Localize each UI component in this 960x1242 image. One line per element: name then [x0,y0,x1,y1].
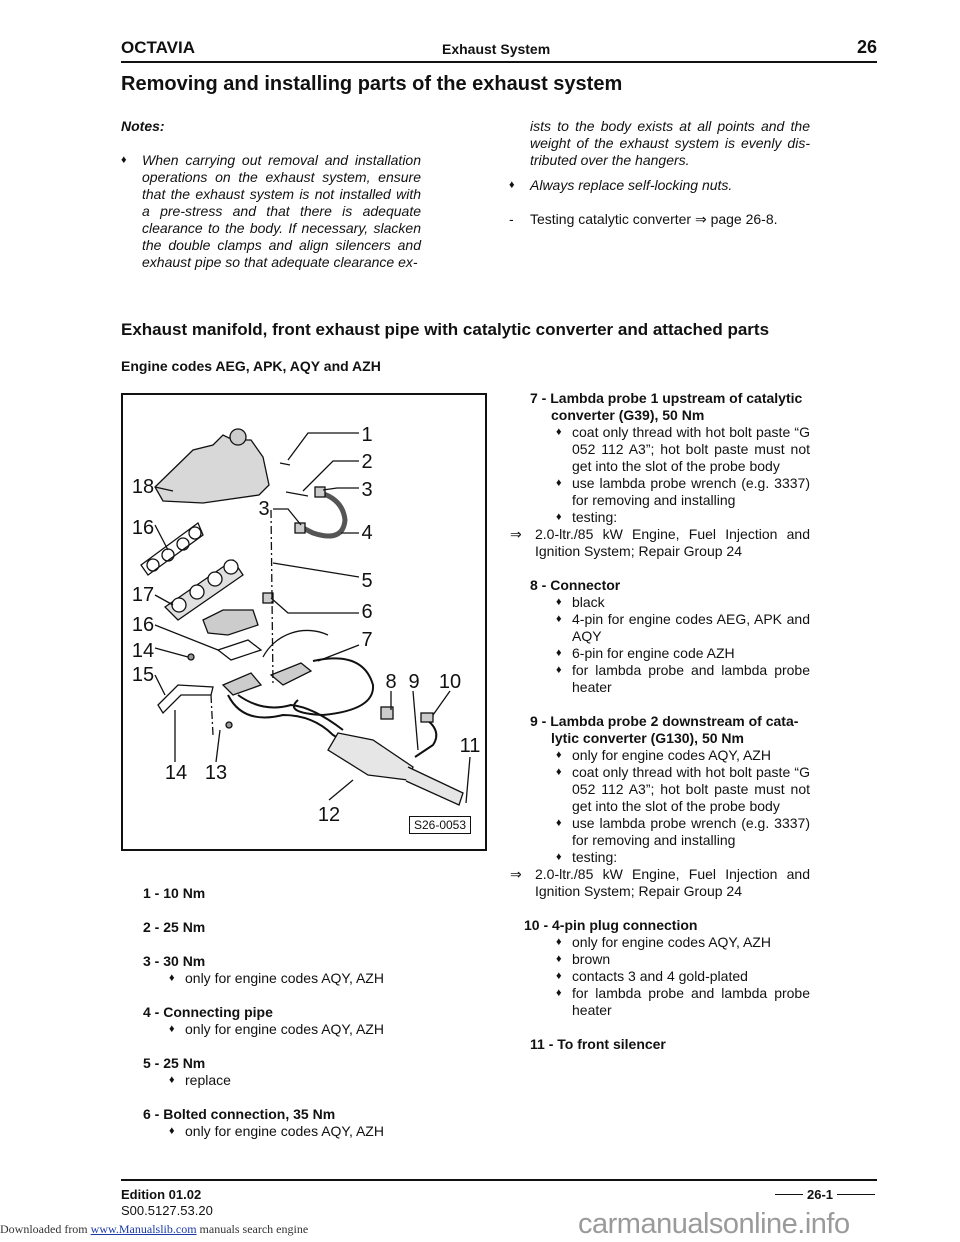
callout-11: 11 [459,735,481,757]
legend-bullet-text: only for engine codes AQY, AZH [185,1021,384,1037]
callout-4: 4 [361,522,373,544]
bullet-icon: ♦ [556,613,562,625]
bullet-icon: ♦ [556,987,562,999]
bullet-icon: ♦ [556,477,562,489]
step-testing-catalytic-converter[interactable] [509,211,810,228]
legend-bullet [169,1123,403,1140]
callout-5: 5 [361,570,373,592]
bullet-icon: ♦ [509,179,515,191]
callout-13: 13 [204,762,228,784]
callout-9: 9 [408,671,420,693]
bullet-icon: ♦ [169,1023,175,1035]
legend-item-heading: 5 - 25 Nm [143,1055,206,1071]
cross-reference-text[interactable]: 2.0-ltr./85 kW Engine, Fuel Injection and Ignition System; Repair Group 24 [535,526,810,559]
bullet-icon: ♦ [169,972,175,984]
legend-bullet-text: coat only thread with hot bolt paste “G 052 112 A3”; hot bolt paste must not get into the slot of the probe body [572,764,810,814]
bullet-icon: ♦ [556,817,562,829]
legend-bullet [169,1072,403,1089]
callout-6: 6 [361,601,373,623]
heat-shield [155,435,269,503]
bullet-icon: ♦ [121,154,127,166]
legend-bullet-text: only for engine codes AQY, AZH [572,747,771,763]
engine-codes: Engine codes AEG, APK, AQY and AZH [121,358,381,374]
header-chapter: Exhaust System [442,41,551,57]
legend-bullet [556,985,810,1019]
bullet-icon: ♦ [169,1125,175,1137]
legend-item-heading: 8 - Connector [530,577,621,593]
legend-item [510,390,810,560]
header-group: 26 [857,37,878,57]
legend-item [143,1055,403,1089]
legend-bullet-text: testing: [572,849,618,865]
note-text-continued: ists to the body exists at all points and the weight of the exhaust system is evenly distributed over the hangers. [530,118,810,168]
spacer [143,987,403,1004]
spacer [143,1089,403,1106]
cross-reference[interactable] [510,526,810,560]
step-text[interactable]: Testing catalytic converter ⇒ page 26-8. [530,211,778,227]
legend-bullet-text: brown [572,951,611,967]
bullet-icon: ♦ [169,1074,175,1086]
legend-item [143,919,403,936]
legend-bullet-text: only for engine codes AQY, AZH [185,1123,384,1139]
spacer [143,902,403,919]
watermark: carmanualsonline.info [578,1208,850,1240]
bullet-icon: ♦ [556,936,562,948]
spacer [530,900,810,917]
legend-bullet [169,1021,403,1038]
spacer [143,936,403,953]
callout-14: 14 [131,640,155,662]
legend-bullet [556,815,810,849]
callout-1: 1 [361,424,373,446]
section-heading: Exhaust manifold, front exhaust pipe with catalytic converter and attached parts [121,320,770,339]
legend-bullet-text: replace [185,1072,231,1088]
legend-item-heading: 4 - Connecting pipe [143,1004,273,1020]
legend-item-heading: 7 - Lambda probe 1 upstream of catalytic converter (G39), 50 Nm [530,390,803,423]
legend-bullet [556,475,810,509]
legend-bullet [556,747,810,764]
legend-item-heading: 10 - 4-pin plug connection [524,917,698,933]
legend-bullet [556,424,810,475]
legend-bullet [556,934,810,951]
callout-17: 17 [131,584,155,606]
arrow-icon: ⇒ [510,866,522,882]
bullet-icon: ♦ [556,970,562,982]
callout-10: 10 [438,671,462,693]
cross-reference-text[interactable]: 2.0-ltr./85 kW Engine, Fuel Injection and Ignition System; Repair Group 24 [535,866,810,899]
dash-icon: - [509,211,514,227]
callout-7: 7 [361,629,373,651]
legend-item [143,1004,403,1038]
legend-bullet [556,509,810,526]
legend-bullet-text: testing: [572,509,618,525]
callout-12: 12 [317,804,341,826]
legend-item-heading: 6 - Bolted connection, 35 Nm [143,1106,336,1122]
legend-item-heading: 1 - 10 Nm [143,885,206,901]
legend-bullet [556,951,810,968]
note-bullet [509,177,810,194]
notes-right [509,118,810,228]
legend-bullet-text: only for engine codes AQY, AZH [572,934,771,950]
legend-item [143,1106,403,1140]
note-text: When carrying out removal and installation operations on the exhaust system, ensure that the exhaust system is not installed with a pre-stress and that there is adequate clearance to the body. If necessary, slacken the double clamps and align silencers and exhaust pipe so that adequate clearance ex- [142,152,421,270]
bullet-icon: ♦ [556,426,562,438]
callout-3: 3 [258,498,270,520]
spacer [530,560,810,577]
bullet-icon: ♦ [556,749,562,761]
legend-item-heading: 2 - 25 Nm [143,919,206,935]
callout-14: 14 [164,762,188,784]
header-model: OCTAVIA [121,38,195,57]
legend-bullet [556,645,810,662]
bullet-icon: ♦ [556,511,562,523]
figure-code: S26-0053 [409,816,471,834]
legend-item-heading: 3 - 30 Nm [143,953,206,969]
callout-3: 3 [361,479,373,501]
legend-item [143,953,403,987]
legend-bullet-text: only for engine codes AQY, AZH [185,970,384,986]
footer-doc-number: S00.5127.53.20 [121,1203,213,1218]
parts-list-left [143,885,403,1140]
bullet-icon: ♦ [556,664,562,676]
legend-bullet-text: for lambda probe and lambda probe heater [572,985,810,1018]
legend-item [530,577,810,696]
footer-page [775,1187,875,1202]
download-note [0,1222,308,1237]
legend-bullet-text: use lambda probe wrench (e.g. 3337) for removing and installing [572,815,810,848]
legend-bullet-text: black [572,594,605,610]
spacer [530,696,810,713]
parts-list-right [510,390,810,1053]
header-rule [121,61,877,63]
callout-2: 2 [361,451,373,473]
callout-16: 16 [131,517,155,539]
legend-item-heading: 11 - To front silencer [530,1036,666,1052]
legend-item [524,917,810,1019]
legend-bullet-text: coat only thread with hot bolt paste “G 052 112 A3”; hot bolt paste must not get into the slot of the probe body [572,424,810,474]
download-prefix: Downloaded from [0,1222,88,1236]
legend-item-heading: 9 - Lambda probe 2 downstream of catalytic converter (G130), 50 Nm [530,713,799,746]
page-title: Removing and installing parts of the exhaust system [121,73,623,95]
legend-item [530,1036,810,1053]
spacer [143,1038,403,1055]
arrow-icon: ⇒ [510,526,522,542]
footer-edition: Edition 01.02 [121,1187,202,1202]
legend-bullet-text: 4-pin for engine codes AEG, APK and AQY [572,611,810,644]
callout-15: 15 [131,664,155,686]
bullet-icon: ♦ [556,596,562,608]
legend-bullet [556,849,810,866]
legend-bullet [556,662,810,696]
bullet-icon: ♦ [556,953,562,965]
legend-bullet-text: for lambda probe and lambda probe heater [572,662,810,695]
exploded-diagram [121,393,487,851]
notes-heading: Notes: [121,118,165,134]
callout-8: 8 [385,671,397,693]
page-number: 26-1 [807,1187,834,1202]
cross-reference[interactable] [510,866,810,900]
legend-bullet-text: use lambda probe wrench (e.g. 3337) for removing and installing [572,475,810,508]
spacer [530,1019,810,1036]
callout-16: 16 [131,614,155,636]
legend-bullet-text: contacts 3 and 4 gold-plated [572,968,748,984]
callout-18: 18 [131,476,155,498]
note-bullet [121,152,421,271]
legend-bullet [556,764,810,815]
legend-item [143,885,403,902]
bullet-icon: ♦ [556,766,562,778]
footer-rule [121,1179,877,1181]
bullet-icon: ♦ [556,851,562,863]
notes-left [121,118,421,271]
legend-bullet-text: 6-pin for engine code AZH [572,645,735,661]
bullet-icon: ♦ [556,647,562,659]
legend-item [510,713,810,900]
legend-bullet [556,968,810,985]
legend-bullet [169,970,403,987]
legend-bullet [556,611,810,645]
note-text: Always replace self-locking nuts. [530,177,733,193]
manualslib-link[interactable]: www.Manualslib.com [90,1222,197,1236]
download-suffix: manuals search engine [199,1222,309,1236]
legend-bullet [556,594,810,611]
